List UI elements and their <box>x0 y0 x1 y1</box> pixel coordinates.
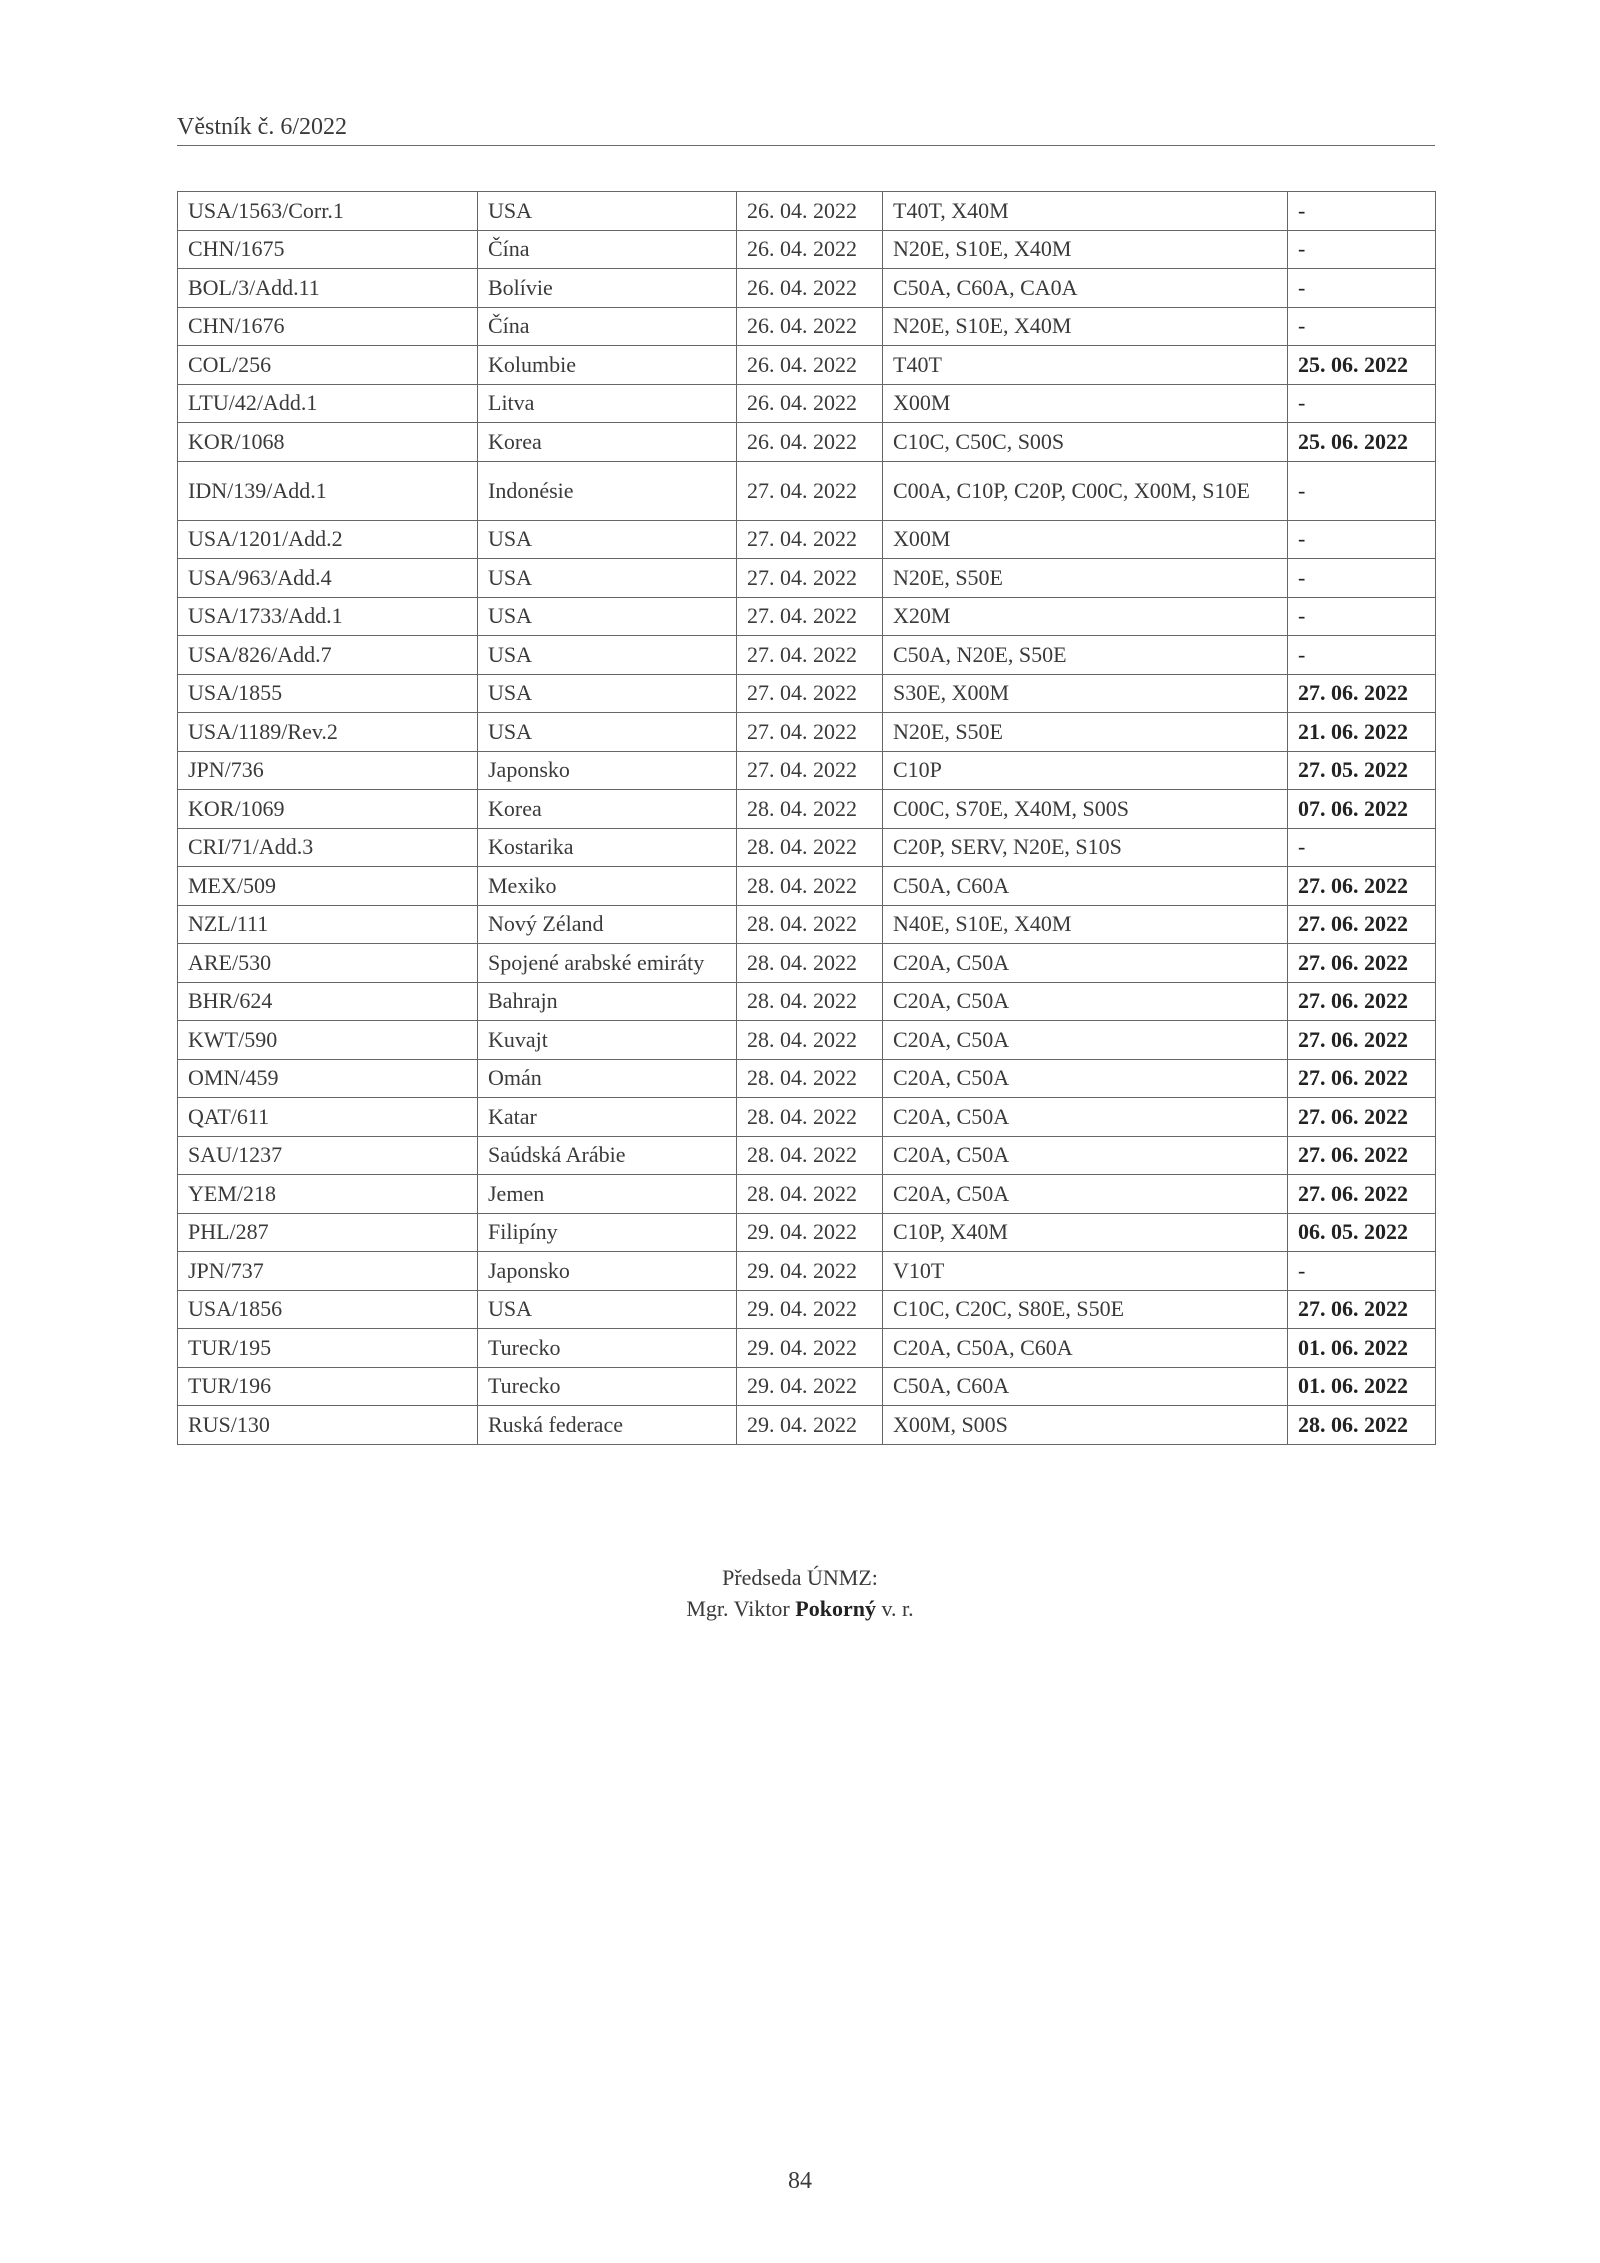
country-cell: Mexiko <box>478 867 737 906</box>
table-row <box>178 1213 1436 1252</box>
notification-symbol-cell: IDN/139/Add.1 <box>178 461 478 520</box>
signature-name-suffix: v. r. <box>881 1596 914 1621</box>
comment-deadline-cell: - <box>1288 384 1436 423</box>
country-cell: Spojené arabské emiráty <box>478 944 737 983</box>
comment-deadline-cell: - <box>1288 1252 1436 1291</box>
comment-deadline-cell: - <box>1288 307 1436 346</box>
product-code-cell: C20A, C50A <box>883 982 1288 1021</box>
product-code-cell: X00M <box>883 384 1288 423</box>
comment-deadline-cell: 27. 06. 2022 <box>1288 1021 1436 1060</box>
country-cell: Saúdská Arábie <box>478 1136 737 1175</box>
table-row <box>178 867 1436 906</box>
table-row <box>178 674 1436 713</box>
product-code-cell: N40E, S10E, X40M <box>883 905 1288 944</box>
country-cell: Korea <box>478 423 737 462</box>
notification-symbol-cell: NZL/111 <box>178 905 478 944</box>
notification-symbol-cell: SAU/1237 <box>178 1136 478 1175</box>
distribution-date-cell: 27. 04. 2022 <box>737 520 883 559</box>
table-row <box>178 1059 1436 1098</box>
distribution-date-cell: 26. 04. 2022 <box>737 192 883 231</box>
comment-deadline-cell: 27. 06. 2022 <box>1288 674 1436 713</box>
country-cell: Čína <box>478 230 737 269</box>
country-cell: Bahrajn <box>478 982 737 1021</box>
country-cell: Čína <box>478 307 737 346</box>
comment-deadline-cell: 06. 05. 2022 <box>1288 1213 1436 1252</box>
table-row <box>178 1136 1436 1175</box>
table-row <box>178 307 1436 346</box>
table-row <box>178 905 1436 944</box>
table-row <box>178 828 1436 867</box>
distribution-date-cell: 27. 04. 2022 <box>737 461 883 520</box>
distribution-date-cell: 27. 04. 2022 <box>737 597 883 636</box>
table-row <box>178 520 1436 559</box>
comment-deadline-cell: - <box>1288 461 1436 520</box>
table-row <box>178 461 1436 520</box>
comment-deadline-cell: 27. 06. 2022 <box>1288 1136 1436 1175</box>
country-cell: USA <box>478 192 737 231</box>
comment-deadline-cell: - <box>1288 828 1436 867</box>
country-cell: Kuvajt <box>478 1021 737 1060</box>
table-row <box>178 597 1436 636</box>
signature-name-prefix: Mgr. Viktor <box>686 1596 790 1621</box>
product-code-cell: N20E, S50E <box>883 559 1288 598</box>
product-code-cell: C50A, C60A <box>883 1367 1288 1406</box>
signature-surname: Pokorný <box>795 1596 876 1621</box>
country-cell: Kostarika <box>478 828 737 867</box>
product-code-cell: N20E, S50E <box>883 713 1288 752</box>
distribution-date-cell: 26. 04. 2022 <box>737 307 883 346</box>
country-cell: Korea <box>478 790 737 829</box>
country-cell: Kolumbie <box>478 346 737 385</box>
notification-symbol-cell: JPN/736 <box>178 751 478 790</box>
notification-symbol-cell: BHR/624 <box>178 982 478 1021</box>
product-code-cell: N20E, S10E, X40M <box>883 307 1288 346</box>
product-code-cell: N20E, S10E, X40M <box>883 230 1288 269</box>
table-row <box>178 384 1436 423</box>
table-row <box>178 790 1436 829</box>
table-row <box>178 1329 1436 1368</box>
comment-deadline-cell: 01. 06. 2022 <box>1288 1329 1436 1368</box>
distribution-date-cell: 29. 04. 2022 <box>737 1329 883 1368</box>
distribution-date-cell: 26. 04. 2022 <box>737 423 883 462</box>
comment-deadline-cell: 27. 06. 2022 <box>1288 1290 1436 1329</box>
distribution-date-cell: 28. 04. 2022 <box>737 1175 883 1214</box>
signature-block <box>0 1562 1600 1624</box>
notification-symbol-cell: YEM/218 <box>178 1175 478 1214</box>
notification-symbol-cell: OMN/459 <box>178 1059 478 1098</box>
comment-deadline-cell: 07. 06. 2022 <box>1288 790 1436 829</box>
bulletin-title: Věstník č. 6/2022 <box>177 114 347 140</box>
notification-symbol-cell: USA/1855 <box>178 674 478 713</box>
country-cell: USA <box>478 520 737 559</box>
country-cell: Jemen <box>478 1175 737 1214</box>
comment-deadline-cell: 27. 06. 2022 <box>1288 944 1436 983</box>
comment-deadline-cell: 27. 06. 2022 <box>1288 1059 1436 1098</box>
distribution-date-cell: 28. 04. 2022 <box>737 982 883 1021</box>
country-cell: Omán <box>478 1059 737 1098</box>
notification-symbol-cell: CHN/1675 <box>178 230 478 269</box>
distribution-date-cell: 28. 04. 2022 <box>737 944 883 983</box>
product-code-cell: C00C, S70E, X40M, S00S <box>883 790 1288 829</box>
distribution-date-cell: 29. 04. 2022 <box>737 1290 883 1329</box>
comment-deadline-cell: - <box>1288 597 1436 636</box>
product-code-cell: C20A, C50A <box>883 944 1288 983</box>
distribution-date-cell: 27. 04. 2022 <box>737 751 883 790</box>
comment-deadline-cell: 01. 06. 2022 <box>1288 1367 1436 1406</box>
notification-symbol-cell: USA/1189/Rev.2 <box>178 713 478 752</box>
table-row <box>178 1098 1436 1137</box>
product-code-cell: C50A, C60A, CA0A <box>883 269 1288 308</box>
country-cell: USA <box>478 597 737 636</box>
product-code-cell: C10P <box>883 751 1288 790</box>
country-cell: Japonsko <box>478 751 737 790</box>
country-cell: USA <box>478 1290 737 1329</box>
comment-deadline-cell: 27. 06. 2022 <box>1288 867 1436 906</box>
notification-symbol-cell: KOR/1068 <box>178 423 478 462</box>
table-row <box>178 1406 1436 1445</box>
distribution-date-cell: 27. 04. 2022 <box>737 674 883 713</box>
country-cell: Filipíny <box>478 1213 737 1252</box>
country-cell: Turecko <box>478 1329 737 1368</box>
notification-symbol-cell: MEX/509 <box>178 867 478 906</box>
product-code-cell: C20P, SERV, N20E, S10S <box>883 828 1288 867</box>
distribution-date-cell: 28. 04. 2022 <box>737 1136 883 1175</box>
country-cell: Indonésie <box>478 461 737 520</box>
comment-deadline-cell: 27. 06. 2022 <box>1288 1098 1436 1137</box>
country-cell: Bolívie <box>478 269 737 308</box>
comment-deadline-cell: 25. 06. 2022 <box>1288 423 1436 462</box>
distribution-date-cell: 29. 04. 2022 <box>737 1367 883 1406</box>
country-cell: Katar <box>478 1098 737 1137</box>
notification-symbol-cell: QAT/611 <box>178 1098 478 1137</box>
table-row <box>178 559 1436 598</box>
table-row <box>178 1252 1436 1291</box>
comment-deadline-cell: 27. 06. 2022 <box>1288 1175 1436 1214</box>
notification-symbol-cell: USA/1733/Add.1 <box>178 597 478 636</box>
distribution-date-cell: 29. 04. 2022 <box>737 1213 883 1252</box>
notification-symbol-cell: KWT/590 <box>178 1021 478 1060</box>
distribution-date-cell: 28. 04. 2022 <box>737 790 883 829</box>
distribution-date-cell: 28. 04. 2022 <box>737 905 883 944</box>
product-code-cell: C20A, C50A <box>883 1175 1288 1214</box>
table-row <box>178 192 1436 231</box>
distribution-date-cell: 28. 04. 2022 <box>737 1098 883 1137</box>
country-cell: Litva <box>478 384 737 423</box>
comment-deadline-cell: - <box>1288 559 1436 598</box>
product-code-cell: T40T, X40M <box>883 192 1288 231</box>
table-row <box>178 713 1436 752</box>
signature-role: Předseda ÚNMZ: <box>722 1565 878 1590</box>
country-cell: Ruská federace <box>478 1406 737 1445</box>
distribution-date-cell: 28. 04. 2022 <box>737 1059 883 1098</box>
comment-deadline-cell: - <box>1288 269 1436 308</box>
table-row <box>178 1290 1436 1329</box>
page-number: 84 <box>788 2168 812 2194</box>
comment-deadline-cell: 27. 05. 2022 <box>1288 751 1436 790</box>
notification-symbol-cell: CHN/1676 <box>178 307 478 346</box>
product-code-cell: C10C, C20C, S80E, S50E <box>883 1290 1288 1329</box>
product-code-cell: C20A, C50A <box>883 1021 1288 1060</box>
comment-deadline-cell: 28. 06. 2022 <box>1288 1406 1436 1445</box>
notification-symbol-cell: TUR/195 <box>178 1329 478 1368</box>
product-code-cell: X20M <box>883 597 1288 636</box>
product-code-cell: C50A, N20E, S50E <box>883 636 1288 675</box>
product-code-cell: C20A, C50A <box>883 1098 1288 1137</box>
notification-symbol-cell: USA/826/Add.7 <box>178 636 478 675</box>
country-cell: USA <box>478 713 737 752</box>
product-code-cell: C00A, C10P, C20P, C00C, X00M, S10E <box>883 461 1288 520</box>
country-cell: Nový Zéland <box>478 905 737 944</box>
notification-symbol-cell: JPN/737 <box>178 1252 478 1291</box>
product-code-cell: C20A, C50A, C60A <box>883 1329 1288 1368</box>
signature-name-line <box>0 1593 1600 1624</box>
country-cell: USA <box>478 636 737 675</box>
comment-deadline-cell: 27. 06. 2022 <box>1288 905 1436 944</box>
notification-symbol-cell: BOL/3/Add.11 <box>178 269 478 308</box>
notification-symbol-cell: RUS/130 <box>178 1406 478 1445</box>
notification-symbol-cell: CRI/71/Add.3 <box>178 828 478 867</box>
comment-deadline-cell: 21. 06. 2022 <box>1288 713 1436 752</box>
table-row <box>178 636 1436 675</box>
distribution-date-cell: 27. 04. 2022 <box>737 636 883 675</box>
notification-symbol-cell: KOR/1069 <box>178 790 478 829</box>
notifications-table-body <box>178 192 1436 1445</box>
country-cell: USA <box>478 674 737 713</box>
distribution-date-cell: 29. 04. 2022 <box>737 1406 883 1445</box>
comment-deadline-cell: - <box>1288 192 1436 231</box>
product-code-cell: C20A, C50A <box>883 1059 1288 1098</box>
notification-symbol-cell: USA/1856 <box>178 1290 478 1329</box>
comment-deadline-cell: - <box>1288 230 1436 269</box>
table-row <box>178 346 1436 385</box>
table-row <box>178 423 1436 462</box>
comment-deadline-cell: - <box>1288 520 1436 559</box>
comment-deadline-cell: 25. 06. 2022 <box>1288 346 1436 385</box>
product-code-cell: V10T <box>883 1252 1288 1291</box>
distribution-date-cell: 28. 04. 2022 <box>737 1021 883 1060</box>
distribution-date-cell: 26. 04. 2022 <box>737 384 883 423</box>
product-code-cell: C20A, C50A <box>883 1136 1288 1175</box>
notification-symbol-cell: USA/1201/Add.2 <box>178 520 478 559</box>
table-row <box>178 1175 1436 1214</box>
product-code-cell: C50A, C60A <box>883 867 1288 906</box>
product-code-cell: C10P, X40M <box>883 1213 1288 1252</box>
country-cell: USA <box>478 559 737 598</box>
table-row <box>178 944 1436 983</box>
table-row <box>178 1021 1436 1060</box>
distribution-date-cell: 26. 04. 2022 <box>737 230 883 269</box>
table-row <box>178 982 1436 1021</box>
notification-symbol-cell: TUR/196 <box>178 1367 478 1406</box>
product-code-cell: X00M, S00S <box>883 1406 1288 1445</box>
notification-symbol-cell: PHL/287 <box>178 1213 478 1252</box>
distribution-date-cell: 27. 04. 2022 <box>737 713 883 752</box>
product-code-cell: C10C, C50C, S00S <box>883 423 1288 462</box>
table-row <box>178 751 1436 790</box>
distribution-date-cell: 28. 04. 2022 <box>737 867 883 906</box>
product-code-cell: X00M <box>883 520 1288 559</box>
country-cell: Turecko <box>478 1367 737 1406</box>
page-header <box>177 112 1435 146</box>
notification-symbol-cell: USA/1563/Corr.1 <box>178 192 478 231</box>
distribution-date-cell: 27. 04. 2022 <box>737 559 883 598</box>
comment-deadline-cell: - <box>1288 636 1436 675</box>
distribution-date-cell: 26. 04. 2022 <box>737 269 883 308</box>
product-code-cell: S30E, X00M <box>883 674 1288 713</box>
notifications-table <box>177 191 1436 1445</box>
country-cell: Japonsko <box>478 1252 737 1291</box>
product-code-cell: T40T <box>883 346 1288 385</box>
notification-symbol-cell: COL/256 <box>178 346 478 385</box>
table-row <box>178 1367 1436 1406</box>
comment-deadline-cell: 27. 06. 2022 <box>1288 982 1436 1021</box>
distribution-date-cell: 26. 04. 2022 <box>737 346 883 385</box>
distribution-date-cell: 28. 04. 2022 <box>737 828 883 867</box>
notification-symbol-cell: ARE/530 <box>178 944 478 983</box>
distribution-date-cell: 29. 04. 2022 <box>737 1252 883 1291</box>
notification-symbol-cell: LTU/42/Add.1 <box>178 384 478 423</box>
table-row <box>178 230 1436 269</box>
notification-symbol-cell: USA/963/Add.4 <box>178 559 478 598</box>
table-row <box>178 269 1436 308</box>
